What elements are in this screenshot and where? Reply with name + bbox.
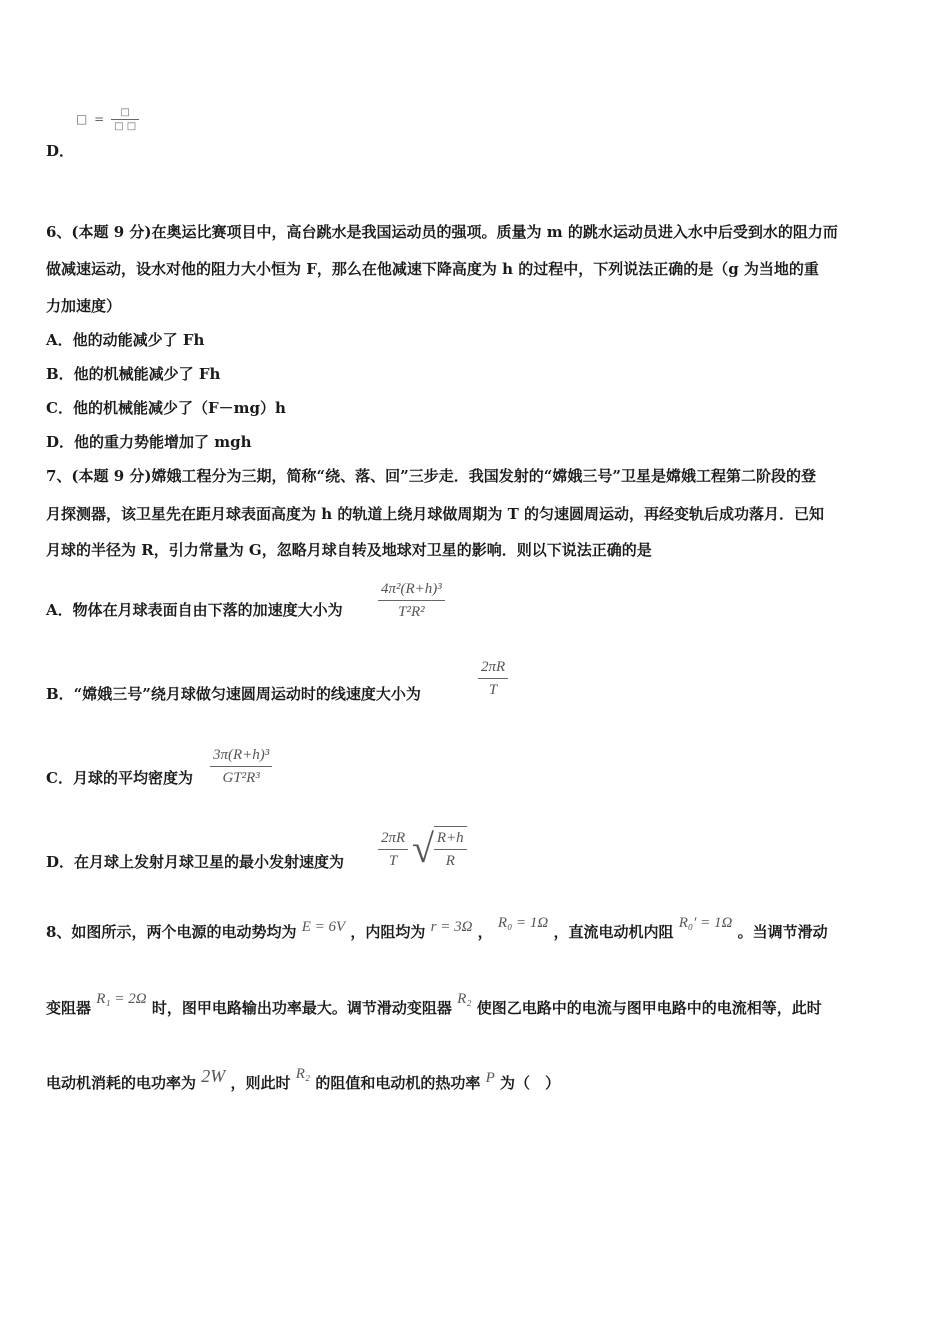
q6-option-a: A．他的动能减少了 Fh xyxy=(46,331,205,349)
q8-r0p: R₀′ = 1Ω xyxy=(678,915,733,931)
q8-p2w: 2W xyxy=(201,1066,226,1086)
q7-option-d-root-num: R+h xyxy=(434,827,467,850)
q7-option-d-formula xyxy=(378,826,467,872)
formula-num: □ xyxy=(111,106,139,120)
q8-text-1c: ， xyxy=(477,923,493,941)
q8-p: P xyxy=(485,1070,495,1086)
q8-text-3c: 的阻值和电动机的热功率 xyxy=(315,1074,481,1092)
q7-option-d: D．在月球上发射月球卫星的最小发射速度为 xyxy=(46,853,345,871)
q8-emf: E = 6V xyxy=(301,919,346,935)
q8-r1: R₁ = 2Ω xyxy=(96,991,147,1007)
q7-option-a-den: T²R² xyxy=(398,604,425,620)
formula-eq: = xyxy=(94,112,105,126)
q8-r: r = 3Ω xyxy=(430,919,473,935)
q8-text-1a: 8、如图所示，两个电源的电动势均为 xyxy=(46,923,297,941)
q7-option-c-num: 3π(R+h)³ xyxy=(210,744,272,767)
q8-text-3b: ，则此时 xyxy=(230,1074,291,1092)
q7-option-a-num: 4π²(R+h)³ xyxy=(378,578,445,601)
q8-text-1d: ，直流电动机内阻 xyxy=(553,923,674,941)
q6-line-2: 做减速运动，设水对他的阻力大小恒为 F，那么在他减速下降高度为 h 的过程中，下列说法正确的是（g 为当地的重 xyxy=(46,260,819,278)
q7-option-b-num: 2πR xyxy=(478,656,508,679)
q7-option-d-num: 2πR xyxy=(378,827,408,850)
q7-option-d-den: T xyxy=(388,852,398,869)
formula-den: □ □ xyxy=(114,121,137,132)
q6-line-1: 6、(本题 9 分)在奥运比赛项目中，高台跳水是我国运动员的强项。质量为 m 的跳水运动员进入水中后受到水的阻力而 xyxy=(46,223,838,241)
q8-text-1b: ，内阻均为 xyxy=(350,923,426,941)
q6-option-d: D．他的重力势能增加了 mgh xyxy=(46,433,252,451)
q8-text-2c: 使图乙电路中的电流与图甲电路中的电流相等，此时 xyxy=(476,999,822,1017)
sqrt-icon: √ $\frac{R+h}{R}$ xyxy=(412,826,467,872)
q7-option-d-root-den: R xyxy=(445,853,455,869)
q7-option-a: A．物体在月球表面自由下落的加速度大小为 xyxy=(46,601,343,619)
q7-line-3: 月球的半径为 R，引力常量为 G，忽略月球自转及地球对卫星的影响．则以下说法正确的是 xyxy=(46,541,652,559)
q8-text-3d: 为（ ） xyxy=(500,1074,561,1092)
prev-formula xyxy=(76,106,139,133)
q7-option-d-fraction xyxy=(378,827,408,872)
q7-option-b-formula xyxy=(478,656,508,701)
q8-text-3a: 电动机消耗的电功率为 xyxy=(46,1074,197,1092)
q7-option-b-den: T xyxy=(488,682,498,698)
q8-text-1e: 。当调节滑动 xyxy=(737,923,828,941)
q7-option-a-formula xyxy=(378,578,445,623)
q6-option-c: C．他的机械能减少了（F－mg）h xyxy=(46,399,286,417)
q8-line-2 xyxy=(46,991,822,1020)
formula-lhs: □ xyxy=(76,112,88,126)
q8-r0: R₀ = 1Ω xyxy=(497,915,549,931)
q8-text-2b: 时，图甲电路输出功率最大。调节滑动变阻器 xyxy=(151,999,452,1017)
prev-option-d: D． xyxy=(46,142,75,160)
formula-fraction xyxy=(111,106,139,133)
q8-r2: R₂ xyxy=(457,991,472,1007)
q6-line-3: 力加速度） xyxy=(46,297,122,315)
q7-option-c-den: GT²R³ xyxy=(222,770,260,786)
q7-option-b: B．“嫦娥三号”绕月球做匀速圆周运动时的线速度大小为 xyxy=(46,685,421,703)
q8-line-1 xyxy=(46,915,828,944)
q7-option-c: C．月球的平均密度为 xyxy=(46,769,193,787)
q6-option-b: B．他的机械能减少了 Fh xyxy=(46,365,221,383)
q8-r2b: R₂ xyxy=(295,1066,311,1082)
q8-line-3 xyxy=(46,1066,561,1094)
q7-line-2: 月探测器，该卫星先在距月球表面高度为 h 的轨道上绕月球做周期为 T 的匀速圆周运动，再经变轨后成功落月．已知 xyxy=(46,505,824,523)
q7-option-d-root xyxy=(434,827,467,872)
q7-option-c-formula xyxy=(210,744,272,789)
q7-line-1: 7、(本题 9 分)嫦娥工程分为三期，简称“绕、落、回”三步走．我国发射的“嫦娥三号”卫星是嫦娥工程第二阶段的登 xyxy=(46,467,817,485)
q8-text-2a: 变阻器 xyxy=(46,999,92,1017)
